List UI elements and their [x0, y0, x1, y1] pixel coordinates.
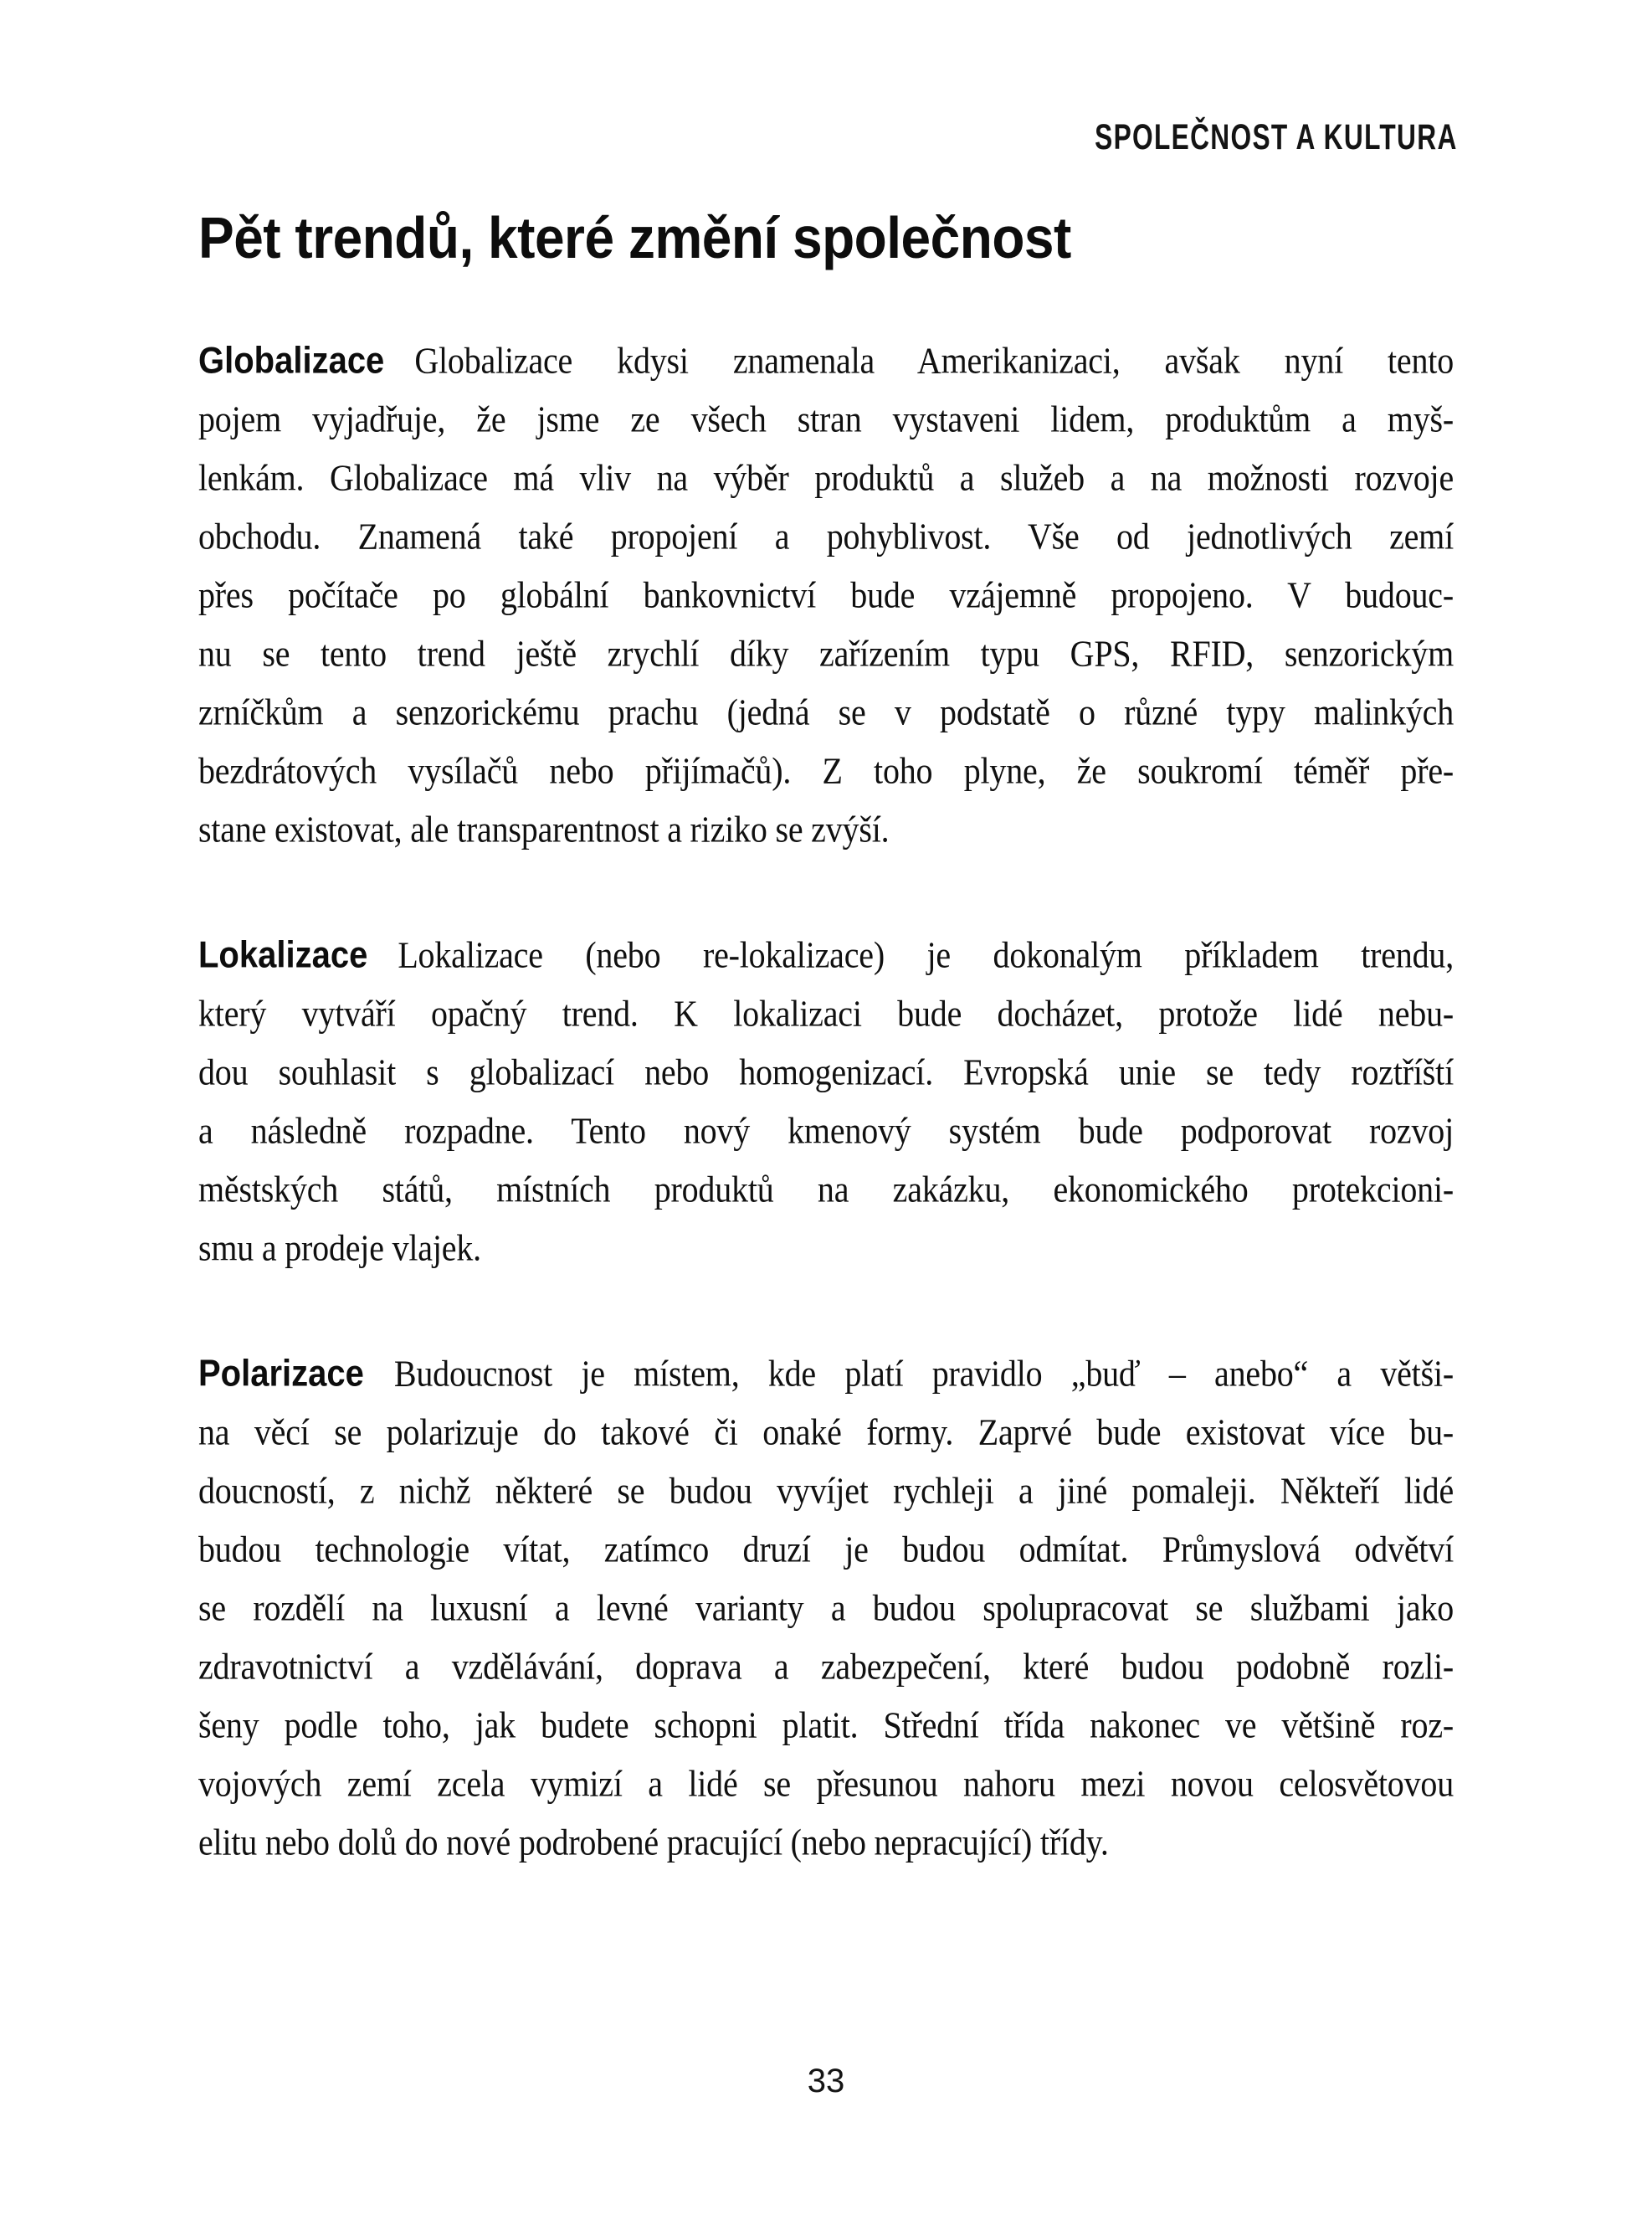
paragraph-line: budou technologie vítat, zatímco druzí je budou odmítat. Průmyslová odvětví — [198, 1528, 1454, 1570]
paragraph-line: šeny podle toho, jak budete schopni platit. Střední třída nakonec ve většině roz- — [198, 1703, 1454, 1746]
paragraph-line: dou souhlasit s globalizací nebo homogenizací. Evropská unie se tedy roztříští — [198, 1051, 1454, 1093]
paragraph-line — [198, 922, 1454, 988]
page-title: Pět trendů, které změní společnost — [198, 205, 1071, 270]
running-header: SPOLEČNOST A KULTURA — [1095, 116, 1458, 157]
paragraph-line-text: Globalizace kdysi znamenala Amerikanizaci, avšak nyní tento — [414, 339, 1454, 382]
paragraph-line-text: Lokalizace (nebo re-lokalizace) je dokonalým příkladem trendu, — [398, 933, 1454, 976]
paragraph-line: vojových zemí zcela vymizí a lidé se přesunou nahoru mezi novou celosvětovou — [198, 1762, 1454, 1805]
paragraph-lead-polarizace: Polarizace — [198, 1353, 364, 1395]
paragraph-line: stane existovat, ale transparentnost a riziko se zvýší. — [198, 808, 890, 850]
paragraph-lead-globalizace: Globalizace — [198, 340, 385, 382]
paragraph-line: bezdrátových vysílačů nebo přijímačů). Z toho plyne, že soukromí téměř pře- — [198, 749, 1454, 792]
paragraph-line: na věcí se polarizuje do takové či onaké formy. Zaprvé bude existovat více bu- — [198, 1410, 1454, 1453]
paragraph-line: přes počítače po globální bankovnictví bude vzájemně propojeno. V budouc- — [198, 573, 1454, 616]
paragraph-globalizace — [198, 331, 1454, 859]
paragraph-line: městských států, místních produktů na zakázku, ekonomického protekcioni- — [198, 1168, 1454, 1210]
paragraph-line — [198, 1341, 1454, 1406]
paragraph-line-text: Budoucnost je místem, kde platí pravidlo „buď – anebo“ a větši- — [393, 1352, 1454, 1395]
paragraph-lokalizace — [198, 926, 1454, 1277]
paragraph-line: doucností, z nichž některé se budou vyvíjet rychleji a jiné pomaleji. Někteří lidé — [198, 1469, 1454, 1512]
paragraph-line: a následně rozpadne. Tento nový kmenový systém bude podporovat rozvoj — [198, 1109, 1454, 1152]
paragraph-polarizace — [198, 1344, 1454, 1872]
paragraph-line: lenkám. Globalizace má vliv na výběr produktů a služeb a na možnosti rozvoje — [198, 456, 1454, 499]
paragraph-line: který vytváří opačný trend. K lokalizaci bude docházet, protože lidé nebu- — [198, 992, 1454, 1035]
paragraph-lead-lokalizace: Lokalizace — [198, 934, 368, 976]
paragraph-line: obchodu. Znamená také propojení a pohyblivost. Vše od jednotlivých zemí — [198, 515, 1454, 558]
paragraph-line: se rozdělí na luxusní a levné varianty a budou spolupracovat se službami jako — [198, 1586, 1454, 1629]
paragraph-line: pojem vyjadřuje, že jsme ze všech stran vystaveni lidem, produktům a myš- — [198, 398, 1454, 440]
paragraph-line: smu a prodeje vlajek. — [198, 1226, 481, 1269]
page-content — [198, 331, 1454, 1872]
paragraph-line: nu se tento trend ještě zrychlí díky zařízením typu GPS, RFID, senzorickým — [198, 632, 1454, 675]
page-number: 33 — [807, 2063, 845, 2099]
paragraph-line — [198, 328, 1454, 393]
paragraph-line: zrníčkům a senzorickému prachu (jedná se v podstatě o různé typy malinkých — [198, 691, 1454, 733]
paragraph-line: elitu nebo dolů do nové podrobené pracující (nebo nepracující) třídy. — [198, 1821, 1109, 1863]
paragraph-line: zdravotnictví a vzdělávání, doprava a zabezpečení, které budou podobně rozli- — [198, 1645, 1454, 1688]
